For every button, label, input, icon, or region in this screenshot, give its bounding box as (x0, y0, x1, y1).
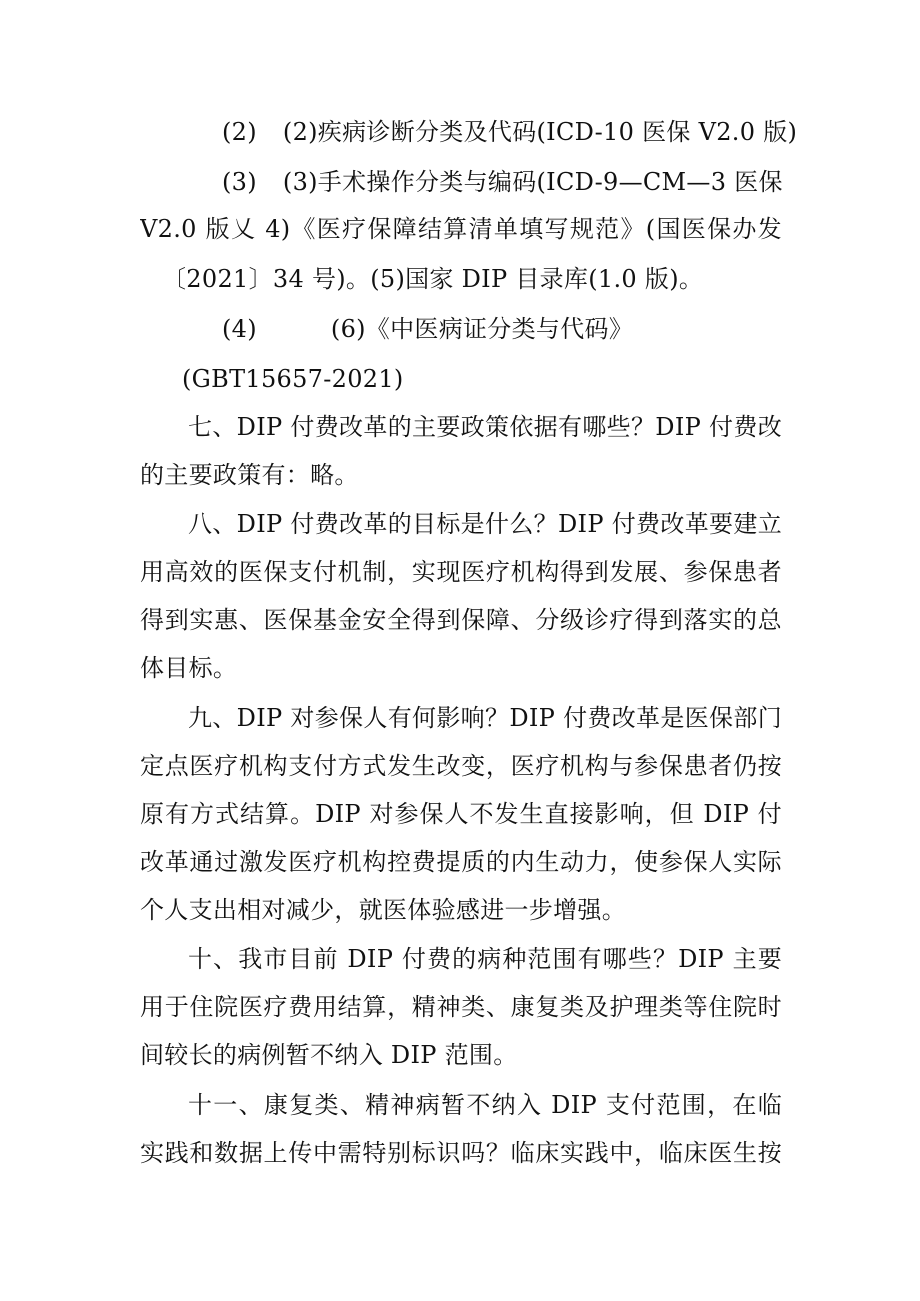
list-item-2 (222, 117, 797, 147)
paragraph-q10-line: 十、我市目前 DIP 付费的病种范围有哪些？DIP 主要 (188, 945, 782, 973)
text-line: (GBT15657-2021) (182, 365, 404, 393)
text-line: 〔2021〕34 号)。(5)国家 DIP 目录库(1.0 版)。 (162, 265, 704, 293)
paragraph-q9-line: 原有方式结算。DIP 对参保人不发生直接影响，但 DIP 付 (140, 800, 782, 828)
list-text: (2)疾病诊断分类及代码(ICD-10 医保 V2.0 版) (282, 118, 798, 146)
paragraph-q10-line: 用于住院医疗费用结算，精神类、康复类及护理类等住院时 (140, 993, 782, 1021)
paragraph-q7-line: 的主要政策有：略。 (140, 461, 359, 489)
paragraph-q9-line: 改革通过激发医疗机构控费提质的内生动力，使参保人实际 (140, 848, 782, 876)
paragraph-q8-line: 体目标。 (140, 654, 238, 682)
paragraph-q10-line: 间较长的病例暂不纳入 DIP 范围。 (140, 1041, 518, 1069)
paragraph-q11-line: 实践和数据上传中需特别标识吗？临床实践中，临床医生按 (140, 1139, 782, 1167)
paragraph-q9-line: 个人支出相对减少，就医体验感进一步增强。 (140, 896, 626, 924)
paragraph-q8-line: 八、DIP 付费改革的目标是什么？DIP 付费改革要建立 (188, 510, 782, 538)
paragraph-q9-line: 定点医疗机构支付方式发生改变，医疗机构与参保患者仍按 (140, 752, 782, 780)
list-number: (4) (222, 315, 257, 343)
paragraph-q8-line: 得到实惠、医保基金安全得到保障、分级诊疗得到落实的总 (140, 606, 782, 634)
list-text: (3)手术操作分类与编码(ICD-9—CM—3 医保 (282, 168, 783, 196)
text-line: V2.0 版乂 4)《医疗保障结算清单填写规范》(国医保办发 (140, 215, 782, 243)
paragraph-q7-line: 七、DIP 付费改革的主要政策依据有哪些？DIP 付费改 (188, 413, 782, 441)
list-number: (3) (222, 168, 257, 196)
paragraph-q8-line: 用高效的医保支付机制，实现医疗机构得到发展、参保患者 (140, 558, 782, 586)
list-text: (6)《中医病证分类与代码》 (330, 315, 634, 343)
list-number: (2) (222, 118, 257, 146)
list-item-4 (222, 314, 633, 344)
paragraph-q11-line: 十一、康复类、精神病暂不纳入 DIP 支付范围，在临 (188, 1091, 782, 1119)
list-item-3 (222, 167, 783, 197)
paragraph-q9-line: 九、DIP 对参保人有何影响？DIP 付费改革是医保部门 (188, 704, 782, 732)
